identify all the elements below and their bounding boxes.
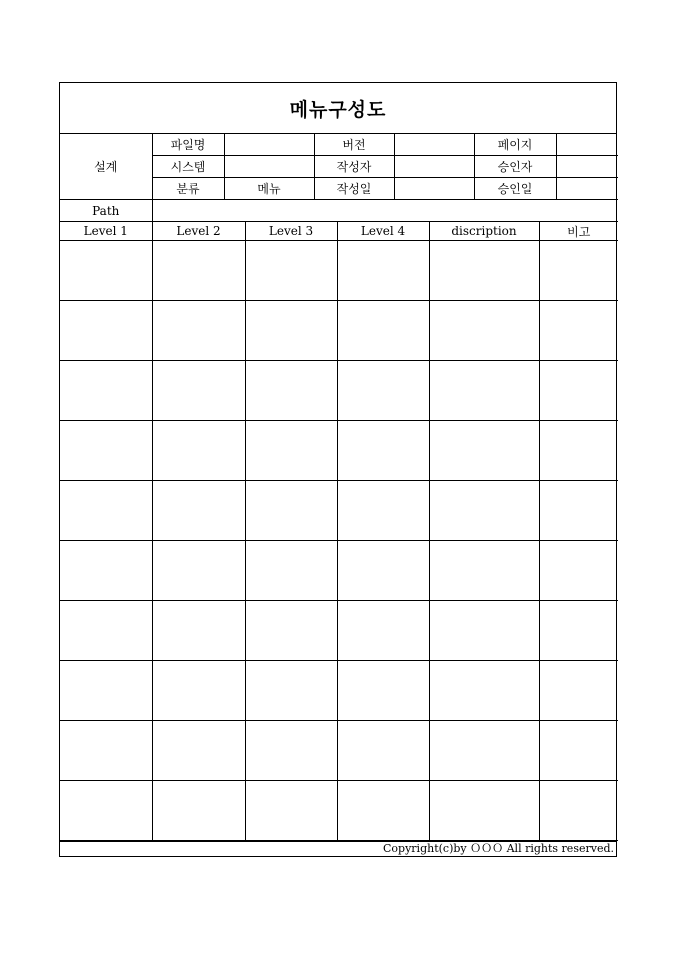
table-cell[interactable]	[152, 601, 245, 661]
section-label: 설계	[60, 134, 152, 200]
table-cell[interactable]	[429, 601, 539, 661]
table-cell[interactable]	[539, 241, 618, 301]
page-label: 페이지	[474, 134, 556, 156]
column-header-remarks: 비고	[539, 222, 618, 241]
created-date-value[interactable]	[394, 178, 474, 200]
category-value[interactable]: 메뉴	[224, 178, 314, 200]
table-cell[interactable]	[429, 661, 539, 721]
table-row	[60, 361, 618, 421]
category-label: 분류	[152, 178, 224, 200]
table-cell[interactable]	[539, 721, 618, 781]
table-cell[interactable]	[60, 601, 152, 661]
table-cell[interactable]	[429, 361, 539, 421]
table-cell[interactable]	[245, 661, 337, 721]
table-cell[interactable]	[429, 421, 539, 481]
table-row	[60, 301, 618, 361]
table-row	[60, 421, 618, 481]
table-cell[interactable]	[60, 541, 152, 601]
table-cell[interactable]	[152, 481, 245, 541]
table-cell[interactable]	[245, 481, 337, 541]
table-cell[interactable]	[539, 541, 618, 601]
table-cell[interactable]	[60, 301, 152, 361]
table-cell[interactable]	[60, 721, 152, 781]
file-name-value[interactable]	[224, 134, 314, 156]
table-cell[interactable]	[60, 781, 152, 841]
table-cell[interactable]	[152, 421, 245, 481]
table-cell[interactable]	[60, 241, 152, 301]
page-value[interactable]	[556, 134, 618, 156]
table-cell[interactable]	[152, 721, 245, 781]
table-row	[60, 781, 618, 841]
column-header-level-4: Level 4	[337, 222, 429, 241]
table-cell[interactable]	[337, 361, 429, 421]
table-cell[interactable]	[152, 661, 245, 721]
approver-label: 승인자	[474, 156, 556, 178]
table-cell[interactable]	[337, 781, 429, 841]
table-cell[interactable]	[337, 421, 429, 481]
author-value[interactable]	[394, 156, 474, 178]
table-cell[interactable]	[337, 661, 429, 721]
table-cell[interactable]	[429, 241, 539, 301]
table-cell[interactable]	[429, 541, 539, 601]
table-cell[interactable]	[337, 481, 429, 541]
version-value[interactable]	[394, 134, 474, 156]
table-row	[60, 721, 618, 781]
author-label: 작성자	[314, 156, 394, 178]
path-value[interactable]	[152, 200, 618, 222]
table-cell[interactable]	[245, 241, 337, 301]
table-cell[interactable]	[539, 781, 618, 841]
info-table	[60, 134, 618, 222]
table-cell[interactable]	[539, 421, 618, 481]
table-cell[interactable]	[337, 601, 429, 661]
table-cell[interactable]	[337, 721, 429, 781]
created-date-label: 작성일	[314, 178, 394, 200]
column-header-description: discription	[429, 222, 539, 241]
menu-grid	[60, 222, 618, 841]
table-cell[interactable]	[337, 301, 429, 361]
page-title: 메뉴구성도	[60, 83, 616, 134]
version-label: 버전	[314, 134, 394, 156]
table-row	[60, 241, 618, 301]
table-cell[interactable]	[539, 601, 618, 661]
table-cell[interactable]	[245, 421, 337, 481]
table-cell[interactable]	[60, 481, 152, 541]
table-row	[60, 541, 618, 601]
column-header-level-3: Level 3	[245, 222, 337, 241]
table-cell[interactable]	[429, 301, 539, 361]
table-cell[interactable]	[539, 301, 618, 361]
system-value[interactable]	[224, 156, 314, 178]
copyright-footer: Copyright(c)by ＯＯＯ All rights reserved.	[60, 841, 616, 856]
table-cell[interactable]	[337, 541, 429, 601]
table-cell[interactable]	[60, 421, 152, 481]
table-cell[interactable]	[245, 781, 337, 841]
table-cell[interactable]	[245, 361, 337, 421]
column-header-level-2: Level 2	[152, 222, 245, 241]
approver-value[interactable]	[556, 156, 618, 178]
table-cell[interactable]	[429, 481, 539, 541]
column-header-level-1: Level 1	[60, 222, 152, 241]
table-cell[interactable]	[245, 541, 337, 601]
table-cell[interactable]	[429, 721, 539, 781]
table-cell[interactable]	[539, 661, 618, 721]
table-row	[60, 601, 618, 661]
table-cell[interactable]	[539, 481, 618, 541]
table-row	[60, 481, 618, 541]
table-cell[interactable]	[152, 781, 245, 841]
approval-date-label: 승인일	[474, 178, 556, 200]
table-cell[interactable]	[245, 301, 337, 361]
table-cell[interactable]	[539, 361, 618, 421]
table-cell[interactable]	[152, 301, 245, 361]
table-cell[interactable]	[152, 361, 245, 421]
table-row	[60, 661, 618, 721]
path-label: Path	[60, 200, 152, 222]
file-name-label: 파일명	[152, 134, 224, 156]
table-cell[interactable]	[337, 241, 429, 301]
system-label: 시스템	[152, 156, 224, 178]
table-cell[interactable]	[152, 241, 245, 301]
menu-structure-form	[59, 82, 617, 857]
approval-date-value[interactable]	[556, 178, 618, 200]
table-cell[interactable]	[152, 541, 245, 601]
table-cell[interactable]	[60, 661, 152, 721]
table-cell[interactable]	[429, 781, 539, 841]
table-cell[interactable]	[245, 721, 337, 781]
table-cell[interactable]	[60, 361, 152, 421]
table-cell[interactable]	[245, 601, 337, 661]
